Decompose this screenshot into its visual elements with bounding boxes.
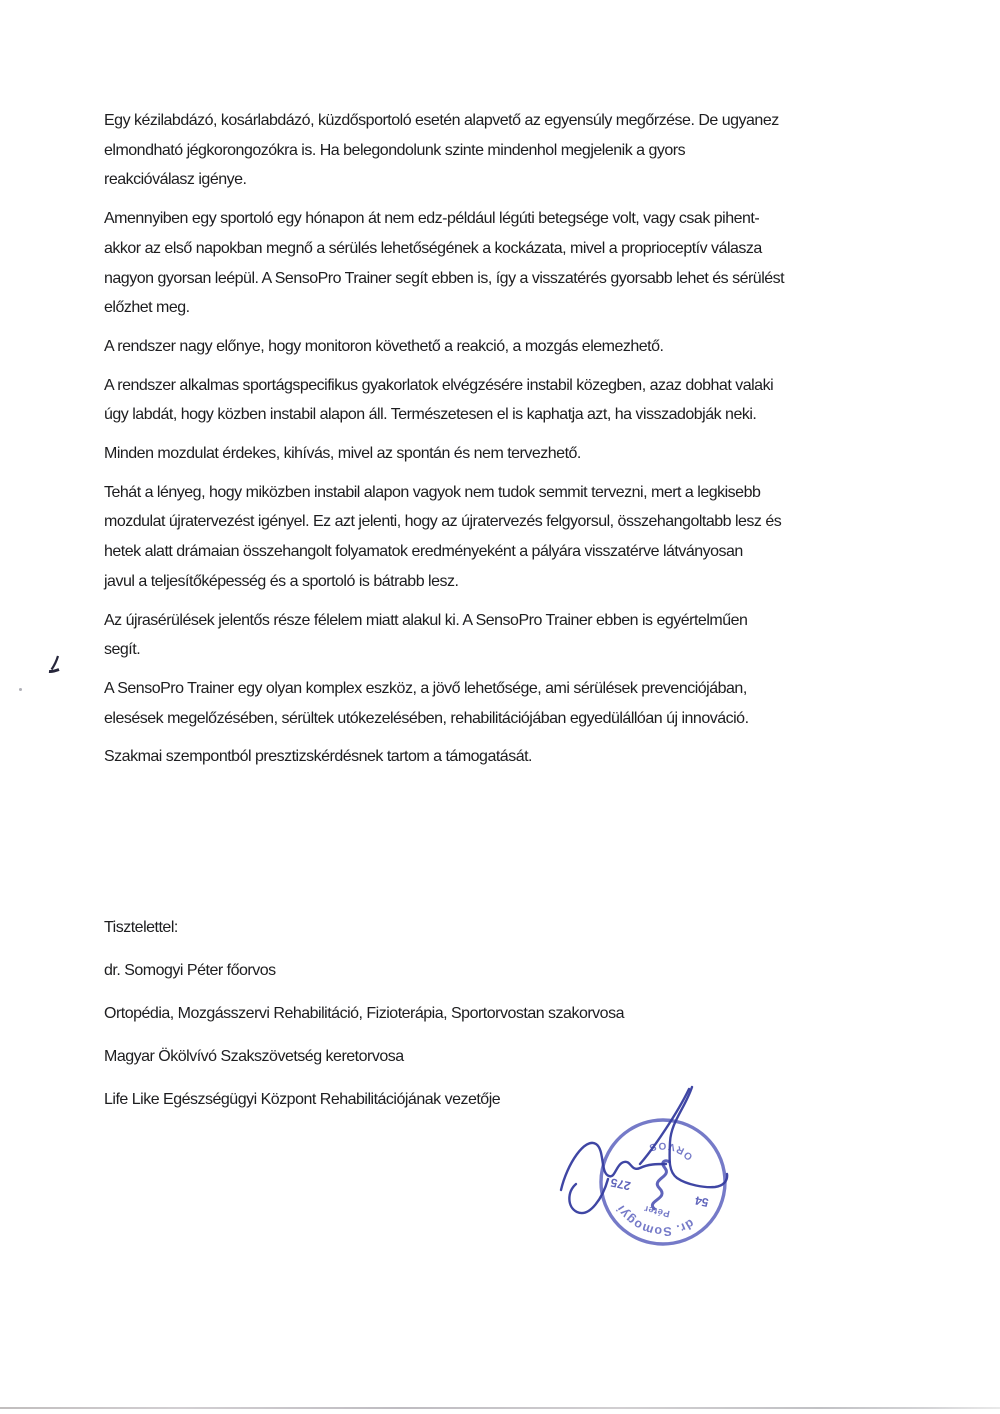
body-text	[104, 106, 924, 781]
signatory-line: Magyar Ökölvívó Szakszövetség keretorvosa	[104, 1048, 404, 1065]
ink-dot	[19, 688, 22, 691]
stamp-name-line2: Péter	[642, 1202, 671, 1219]
paragraph: A rendszer nagy előnye, hogy monitoron követhető a reakció, a mozgás elemezhető.	[104, 337, 664, 355]
stamp-and-signature	[545, 1060, 755, 1250]
paragraph: Tehát a lényeg, hogy miközben instabil alapon vagyok nem tudok semmit tervezni, mert a legkisebb mozdulat újratervezést igényel. Ez azt jelenti, hogy az újratervezés felgyorsul, összehangoltabb lesz és hetek alatt drámaian összehangolt folyamatok eredményeként a pályára visszatérve látványosan javul a teljesítőképesség és a sportoló is bátrabb lesz.	[104, 483, 782, 590]
signatory-lines	[104, 956, 924, 1115]
snake-emblem-icon	[652, 1160, 670, 1210]
signatory-line: dr. Somogyi Péter főorvos	[104, 962, 276, 979]
stamp-name-line1: dr. Somogyi	[613, 1202, 697, 1239]
paragraph: A rendszer alkalmas sportágspecifikus gyakorlatok elvégzésére instabil közegben, azaz dobhat valaki úgy labdát, hogy közben instabil alapon áll. Természetesen el is kaphatja azt, ha visszadobják neki.	[104, 376, 774, 424]
paragraph: Egy kézilabdázó, kosárlabdázó, küzdősportoló esetén alapvető az egyensúly megőrzése. De ugyanez elmondható jégkorongozókra is. Ha belegondolunk szinte mindenhol megjelenik a gyors reakcióválasz igénye.	[104, 112, 779, 189]
handwritten-signature	[561, 1087, 727, 1213]
pen-mark	[40, 648, 70, 678]
paragraph: Amennyiben egy sportoló egy hónapon át nem edz-például légúti betegsége volt, vagy csak pihent- akkor az első napokban megnő a sérülés lehetőségének a kockázata, mivel a proprioceptív válasza nagyon gyorsan leépül. A SensoPro Trainer segít ebben is, így a visszatérés gyorsabb lehet és sérülést előzhet meg.	[104, 210, 785, 317]
paragraph: A SensoPro Trainer egy olyan komplex eszköz, a jövő lehetősége, ami sérülések prevenciójában, elesések megelőzésében, sérültek utókezelésében, rehabilitációjában egyedülállóan új innováció.	[104, 679, 749, 727]
stamp-number-left: 54	[693, 1193, 710, 1210]
paragraph: Minden mozdulat érdekes, kihívás, mivel az spontán és nem tervezhető.	[104, 445, 581, 463]
stamp-title: ORVOS	[645, 1139, 696, 1163]
salutation: Tisztelettel:	[104, 919, 178, 936]
closing-block	[104, 913, 924, 1128]
doctor-stamp	[589, 1108, 736, 1250]
scan-edge-line	[0, 1407, 1000, 1409]
paragraph: Az újrasérülések jelentős része félelem miatt alakul ki. A SensoPro Trainer ebben is egyértelműen segít.	[104, 611, 748, 659]
signatory-line: Life Like Egészségügyi Központ Rehabilitációjának vezetője	[104, 1091, 501, 1108]
paragraph: Szakmai szempontból presztizskérdésnek tartom a támogatását.	[104, 748, 532, 766]
signatory-line: Ortopédia, Mozgásszervi Rehabilitáció, Fizioterápia, Sportorvostan szakorvosa	[104, 1005, 624, 1022]
stamp-number-right: 275	[609, 1175, 632, 1194]
